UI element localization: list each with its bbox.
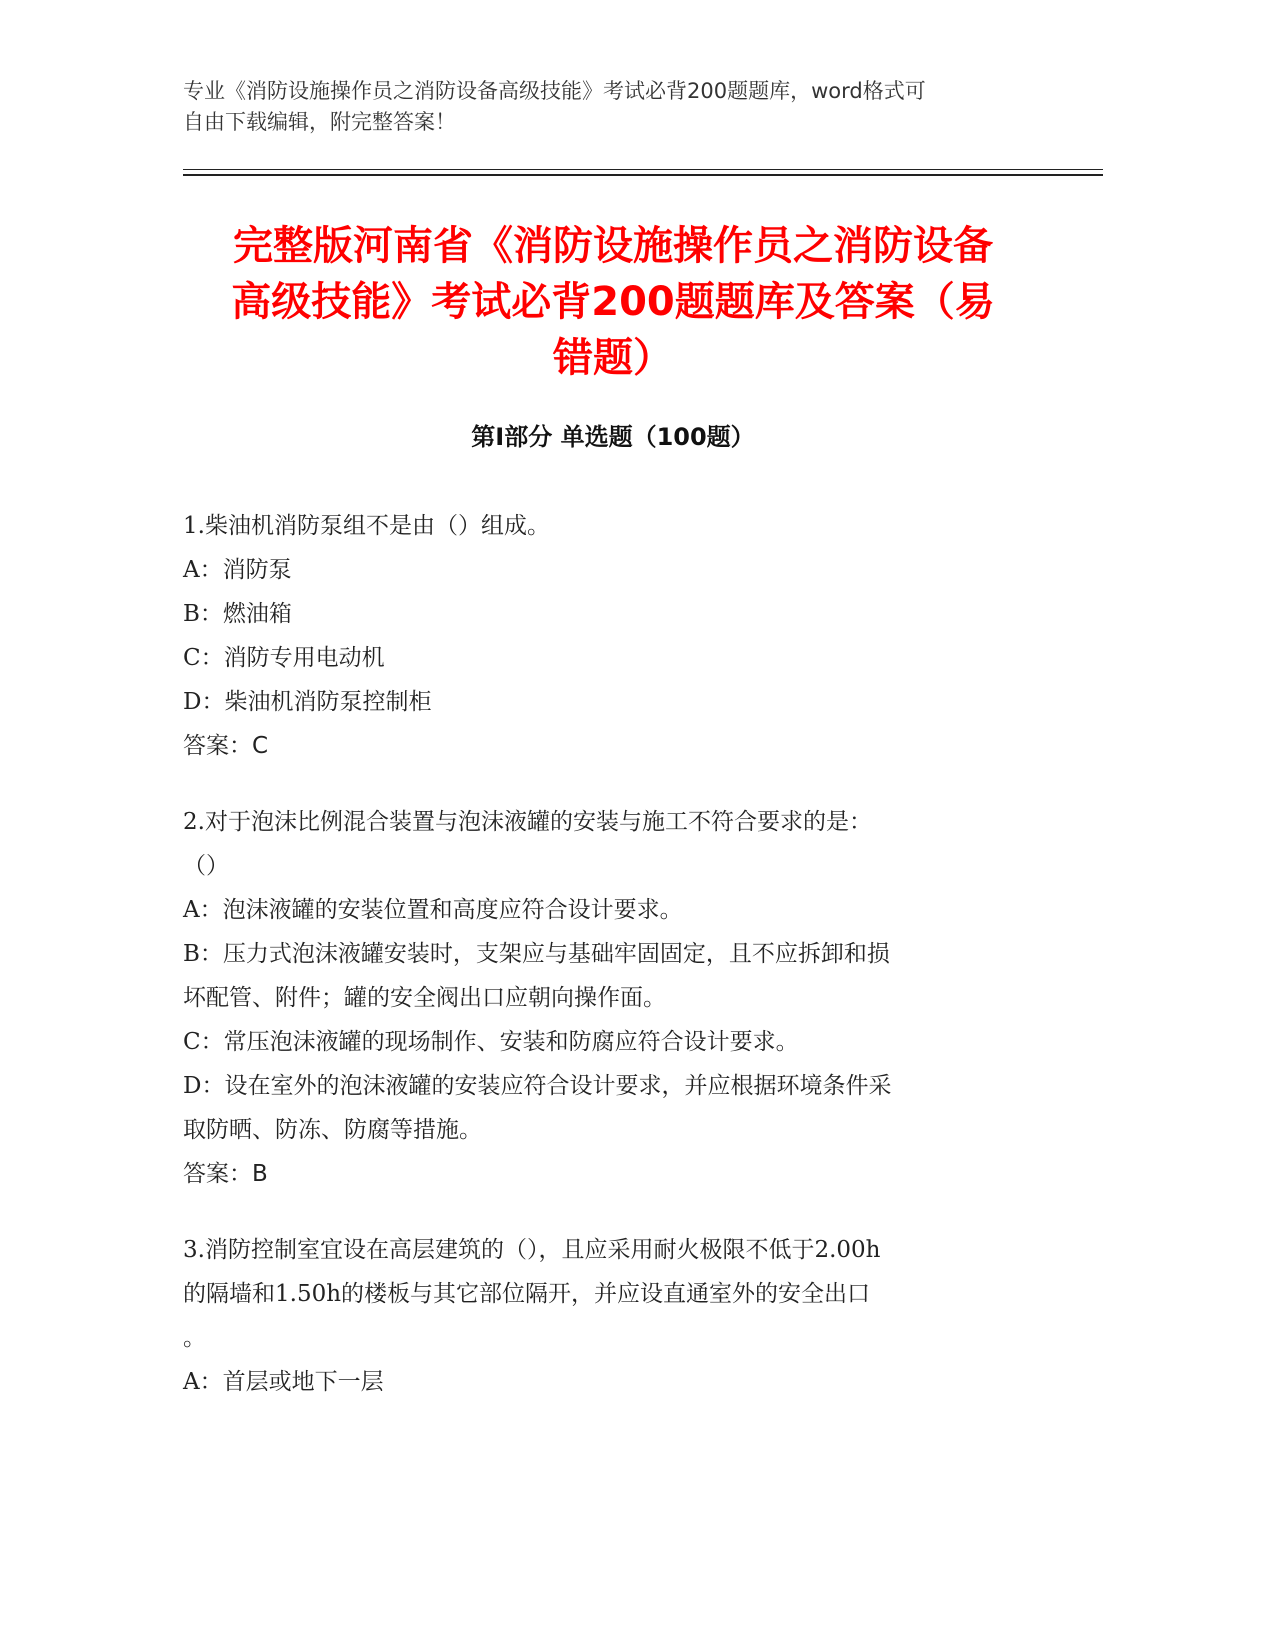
question-2-option-c: C：常压泡沫液罐的现场制作、安装和防腐应符合设计要求。: [183, 1029, 799, 1055]
question-2-option-b-line-1: B：压力式泡沫液罐安装时，支架应与基础牢固固定，且不应拆卸和损: [183, 941, 890, 967]
question-2-option-d-line-2: 取防晒、防冻、防腐等措施。: [183, 1117, 482, 1143]
title-line-3: 错题）: [553, 335, 673, 381]
question-3: [183, 1228, 1063, 1404]
question-1-stem: 1.柴油机消防泵组不是由（）组成。: [183, 513, 550, 539]
question-3-option-a: A：首层或地下一层: [183, 1369, 384, 1395]
question-1-answer: 答案：C: [183, 733, 269, 759]
header-rule-thick: [183, 174, 1103, 176]
question-3-stem-line-2: 的隔墙和1.50h的楼板与其它部位隔开，并应设直通室外的安全出口: [183, 1281, 871, 1307]
question-2: [183, 800, 1063, 1196]
question-1-option-c: C：消防专用电动机: [183, 645, 385, 671]
section-heading: 第Ⅰ部分 单选题（100题）: [471, 423, 755, 451]
question-3-stem-line-3: 。: [183, 1325, 206, 1351]
intro-line-1: 专业《消防设施操作员之消防设备高级技能》考试必背200题题库，word格式可: [183, 79, 926, 103]
intro-text: [183, 76, 1063, 138]
question-2-stem-line-2: （）: [183, 853, 229, 879]
question-2-option-d-line-1: D：设在室外的泡沫液罐的安装应符合设计要求，并应根据环境条件采: [183, 1073, 892, 1099]
question-1: [183, 504, 1063, 768]
document-title: [183, 218, 1043, 386]
title-line-1: 完整版河南省《消防设施操作员之消防设备: [233, 223, 993, 269]
question-2-stem-line-1: 2.对于泡沫比例混合装置与泡沫液罐的安装与施工不符合要求的是：: [183, 809, 872, 835]
header-rule-thin: [183, 169, 1103, 170]
question-3-stem-line-1: 3.消防控制室宜设在高层建筑的（），且应采用耐火极限不低于2.00h: [183, 1237, 881, 1263]
question-1-option-d: D：柴油机消防泵控制柜: [183, 689, 432, 715]
question-1-option-b: B：燃油箱: [183, 601, 292, 627]
intro-line-2: 自由下载编辑，附完整答案！: [183, 110, 456, 134]
question-2-answer: 答案：B: [183, 1161, 268, 1187]
title-line-2: 高级技能》考试必背200题题库及答案（易: [231, 279, 995, 325]
question-1-option-a: A：消防泵: [183, 557, 292, 583]
question-2-option-b-line-2: 坏配管、附件；罐的安全阀出口应朝向操作面。: [183, 985, 666, 1011]
question-list: [183, 504, 1063, 1436]
question-2-option-a: A：泡沫液罐的安装位置和高度应符合设计要求。: [183, 897, 683, 923]
